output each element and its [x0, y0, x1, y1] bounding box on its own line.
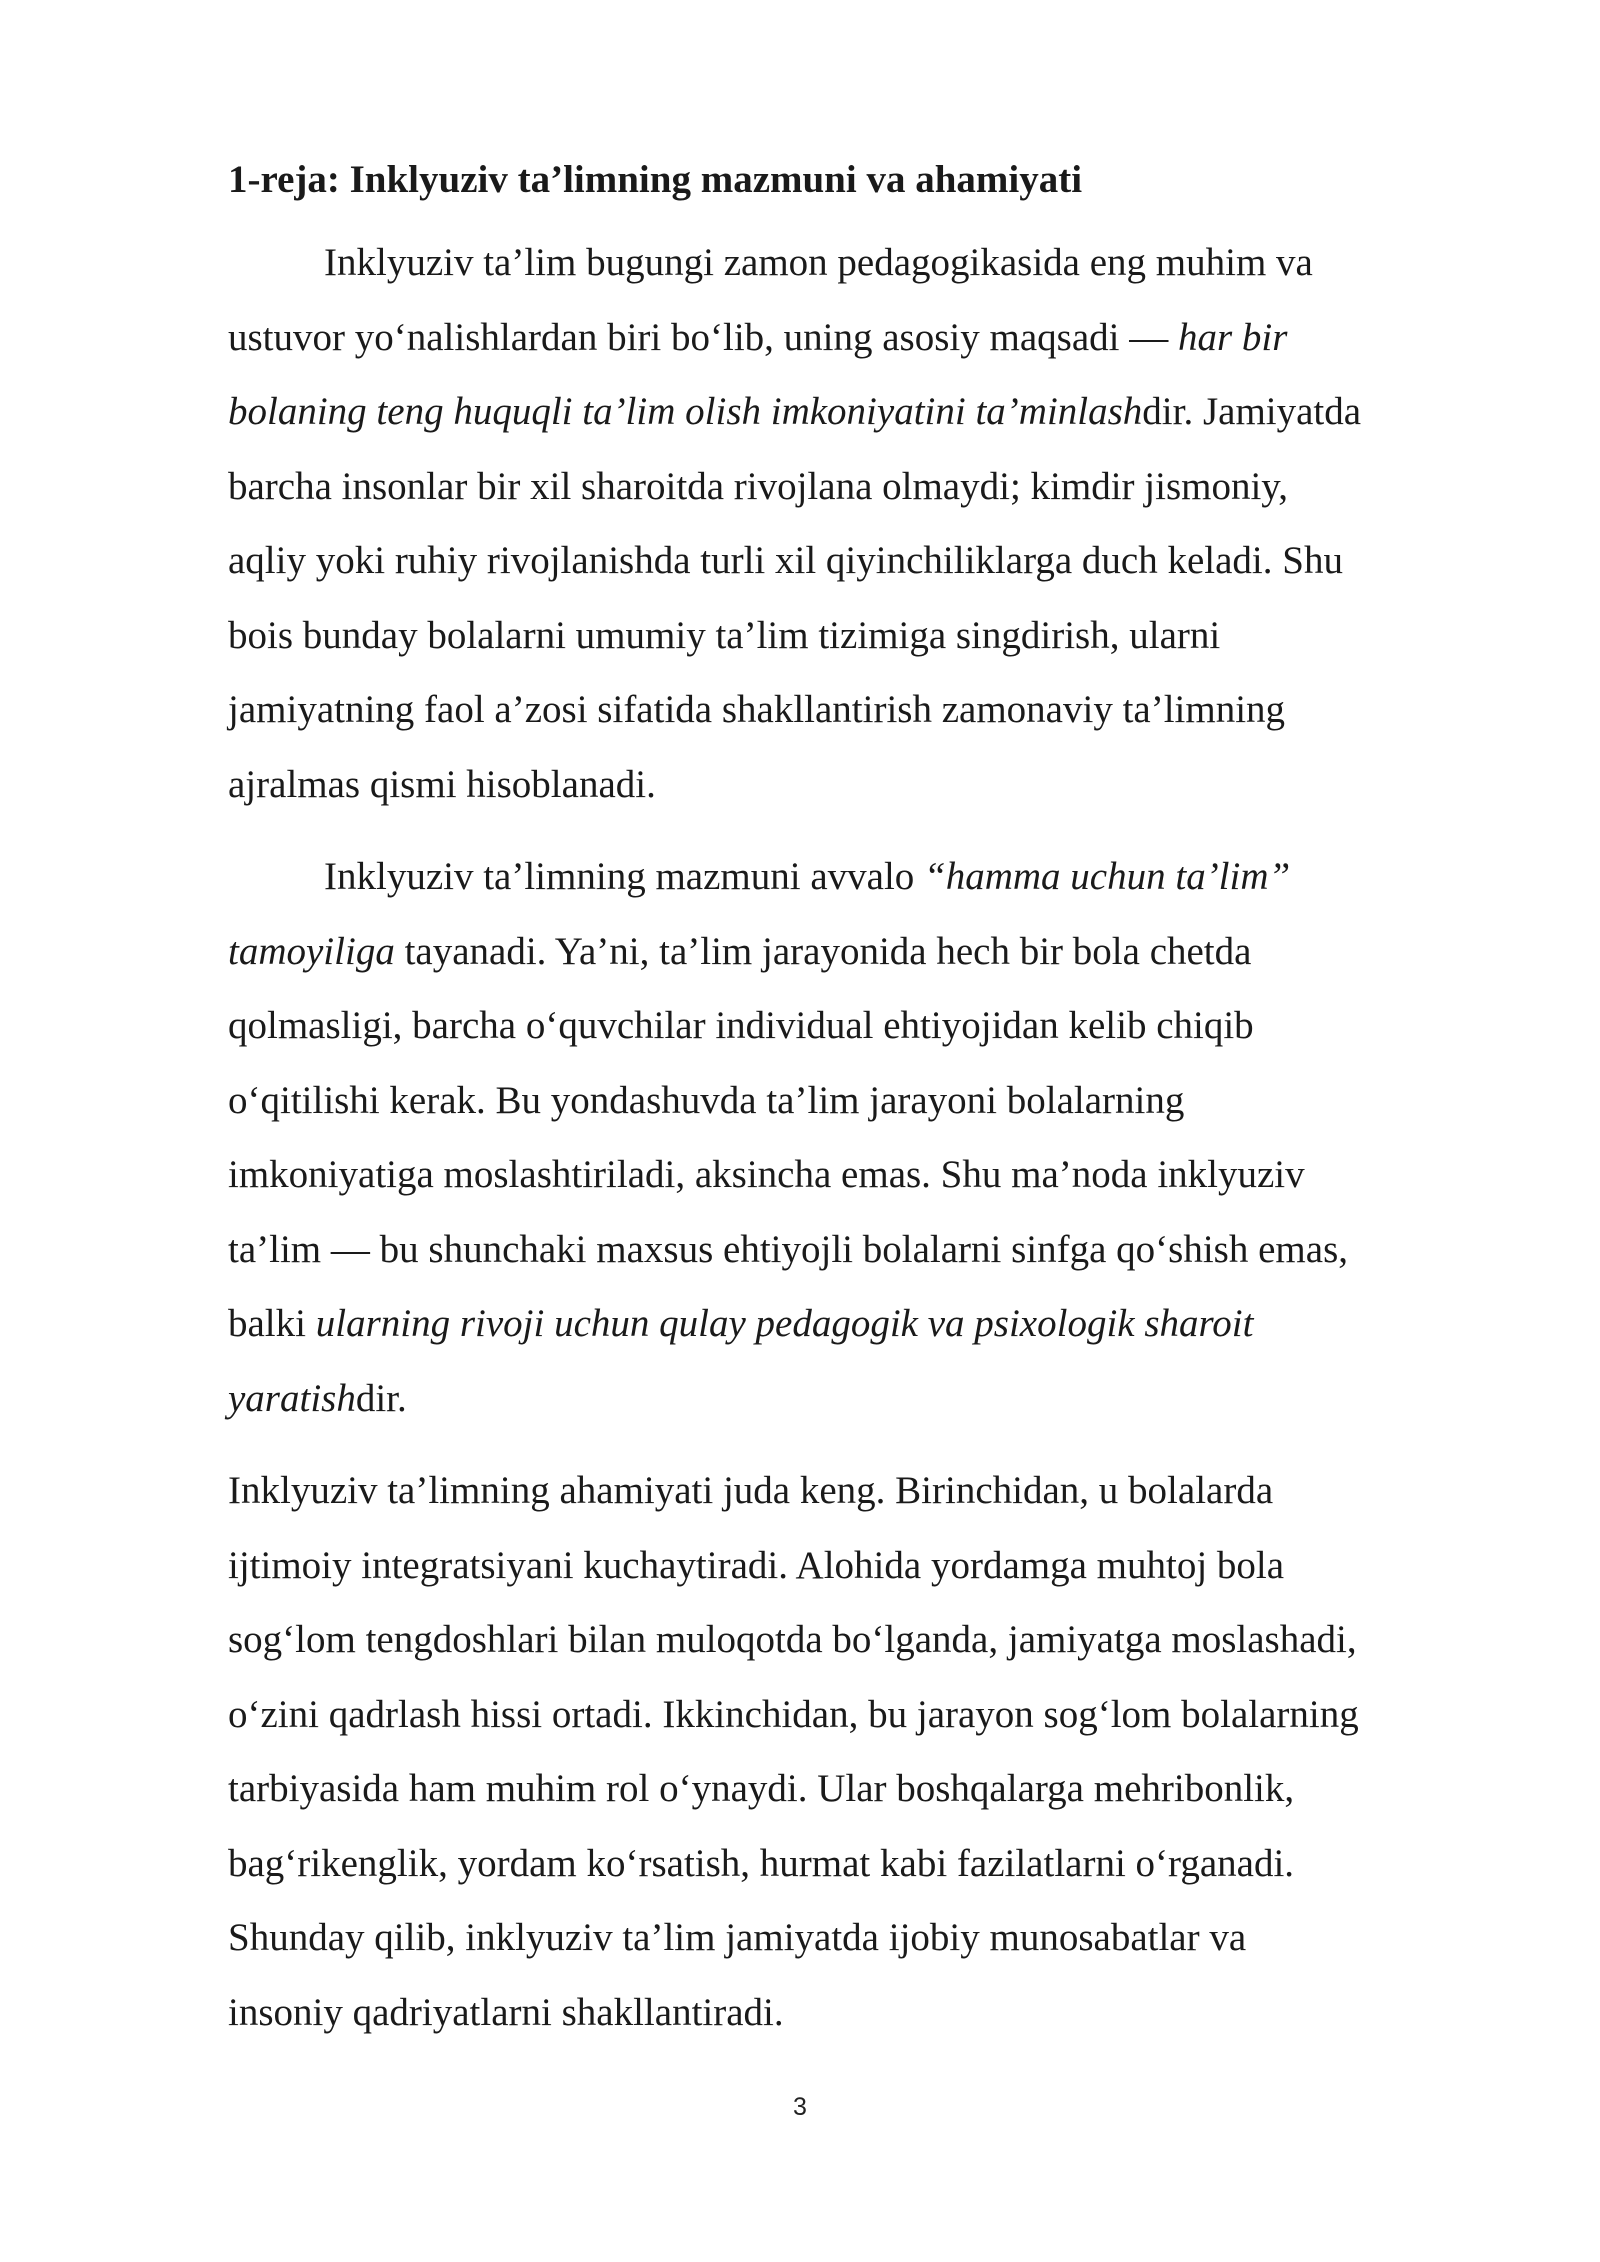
paragraph-3-line [228, 1901, 1528, 1976]
paragraph-3-line [228, 1827, 1528, 1902]
page-number: 3 [793, 2093, 807, 2121]
paragraph-3-line [228, 1752, 1528, 1827]
paragraph-2-line [228, 1064, 1528, 1139]
section-heading: 1-reja: Inklyuziv ta’limning mazmuni va ahamiyati [228, 158, 1083, 201]
text-run: balki [228, 1302, 316, 1345]
paragraph-2-line [228, 989, 1528, 1064]
paragraph-2-line [228, 1362, 1528, 1437]
text-run: Inklyuziv ta’limning ahamiyati juda keng. Birinchidan, u bolalarda [228, 1469, 1274, 1512]
italic-run: har bir [1177, 315, 1288, 359]
text-run: bag‘rikenglik, yordam ko‘rsatish, hurmat kabi fazilatlarni o‘rganadi. [228, 1841, 1295, 1885]
text-run: o‘qitilishi kerak. Bu yondashuvda ta’lim jarayoni bolalarning [228, 1078, 1185, 1122]
paragraph-2-line [228, 915, 1528, 990]
text-run: bois bunday bolalarni umumiy ta’lim tizimiga singdirish, ularni [228, 613, 1221, 657]
paragraph-2-line [228, 840, 1528, 915]
text-run: o‘zini qadrlash hissi ortadi. Ikkinchidan, bu jarayon sog‘lom bolalarning [228, 1692, 1359, 1736]
text-run: aqliy yoki ruhiy rivojlanishda turli xil qiyinchiliklarga duch keladi. Shu [228, 539, 1343, 582]
paragraph-3-line [228, 1678, 1528, 1753]
page-content [228, 150, 1528, 2050]
text-run: barcha insonlar bir xil sharoitda rivojlana olmaydi; kimdir jismoniy, [228, 464, 1289, 508]
text-run: dir. Jamiyatda [1142, 390, 1362, 433]
paragraph-3-line [228, 1603, 1528, 1678]
paragraph-2-line [228, 1287, 1528, 1362]
paragraph-1 [228, 226, 1528, 822]
italic-run: tamoyiliga [228, 929, 395, 973]
paragraph-2-line [228, 1213, 1528, 1288]
paragraph-3 [228, 1454, 1528, 2050]
text-run: ijtimoiy integratsiyani kuchaytiradi. Alohida yordamga muhtoj bola [228, 1543, 1285, 1587]
text-run: jamiyatning faol a’zosi sifatida shakllantirish zamonaviy ta’limning [228, 688, 1286, 731]
paragraph-1-line [228, 375, 1528, 450]
text-run: tayanadi. Ya’ni, ta’lim jarayonida hech bir bola chetda [394, 929, 1252, 973]
text-run: ajralmas qismi hisoblanadi. [228, 762, 656, 806]
paragraph-1-line [228, 748, 1528, 823]
paragraph-1-line [228, 673, 1528, 748]
paragraph-1-line [228, 599, 1528, 674]
paragraph-1-line [228, 301, 1528, 376]
text-run: dir. [355, 1376, 407, 1420]
text-run: ustuvor yo‘nalishlardan biri bo‘lib, uning asosiy maqsadi — [228, 315, 1178, 359]
text-run: Inklyuziv ta’lim bugungi zamon pedagogikasida eng muhim va [324, 241, 1313, 284]
text-run: imkoniyatiga moslashtiriladi, aksincha emas. Shu ma’noda inklyuziv [228, 1153, 1305, 1196]
text-run: Shunday qilib, inklyuziv ta’lim jamiyatda ijobiy munosabatlar va [228, 1916, 1247, 1959]
paragraph-2 [228, 840, 1528, 1436]
text-run: insoniy qadriyatlarni shakllantiradi. [228, 1990, 784, 2034]
italic-run: bolaning teng huquqli ta’lim olish imkoniyatini ta’minlash [228, 390, 1143, 433]
text-run: Inklyuziv ta’limning mazmuni avvalo [324, 855, 925, 898]
text-run: qolmasligi, barcha o‘quvchilar individual ehtiyojidan kelib chiqib [228, 1004, 1254, 1047]
italic-run: yaratish [228, 1376, 356, 1420]
paragraph-2-line [228, 1138, 1528, 1213]
paragraph-1-line [228, 226, 1528, 301]
paragraph-3-line [228, 1976, 1528, 2051]
text-run: tarbiyasida ham muhim rol o‘ynaydi. Ular boshqalarga mehribonlik, [228, 1767, 1295, 1810]
paragraph-1-line [228, 524, 1528, 599]
italic-run: ularning rivoji uchun qulay pedagogik va psixologik sharoit [315, 1302, 1254, 1345]
paragraph-1-line [228, 450, 1528, 525]
italic-run: “hamma uchun ta’lim” [924, 855, 1291, 898]
paragraph-3-line [228, 1529, 1528, 1604]
paragraph-3-line [228, 1454, 1528, 1529]
text-run: sog‘lom tengdoshlari bilan muloqotda bo‘lganda, jamiyatga moslashadi, [228, 1618, 1357, 1661]
text-run: ta’lim — bu shunchaki maxsus ehtiyojli bolalarni sinfga qo‘shish emas, [228, 1227, 1348, 1271]
